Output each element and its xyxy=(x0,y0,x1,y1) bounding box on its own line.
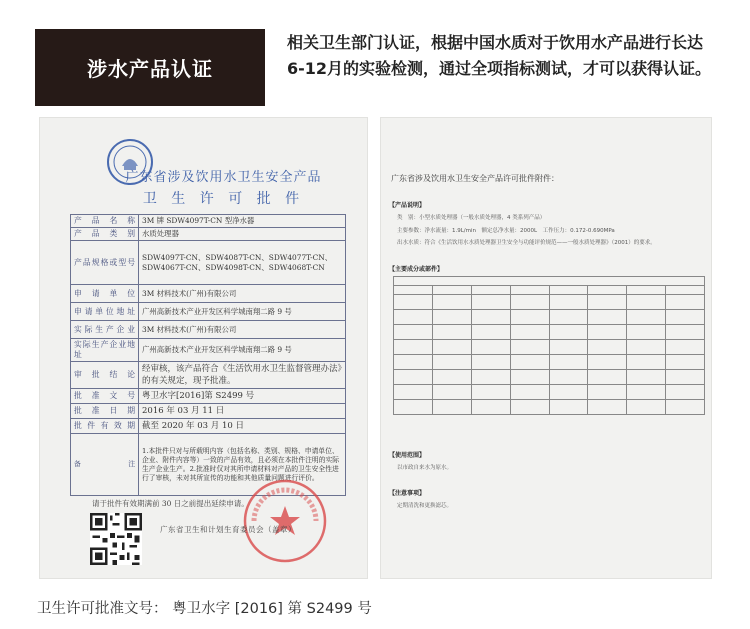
parts-table xyxy=(393,276,705,415)
row-key: 产品名称 xyxy=(71,215,139,228)
params-line: 主要参数：净水流量：1.9L/min 额定总净水量：2000L 工作压力：0.172-0.690MPa xyxy=(397,228,615,234)
certificate-issuer: 广东省卫生和计划生育委员会（盖章） xyxy=(160,525,296,534)
qr-code-icon xyxy=(90,513,142,565)
certificate-title: 广东省涉及饮用水卫生安全产品 xyxy=(125,170,322,185)
row-value: 3M 牌 SDW4097T-CN 型净水器 xyxy=(139,215,346,228)
row-key: 审批结论 xyxy=(71,362,139,389)
attachment-document xyxy=(380,117,712,579)
row-key: 备注 xyxy=(71,434,139,496)
certificate-footer: 请于批件有效期满前 30 日之前提出延续申请。 xyxy=(92,499,249,508)
row-value: SDW4097T-CN、SDW4087T-CN、SDW4077T-CN、SDW4067T-CN、SDW4098T-CN、SDW4068T-CN xyxy=(139,241,346,285)
section-parts: 【主要成分或部件】 xyxy=(389,266,444,273)
row-value: 广州高新技术产业开发区科学城南翔二路 9 号 xyxy=(139,303,346,321)
row-value: 经审核，该产品符合《生活饮用水卫生监督管理办法》的有关规定，现予批准。 xyxy=(139,362,346,389)
section-badge xyxy=(35,29,265,106)
row-value: 水质处理器 xyxy=(139,228,346,241)
row-key: 申请单位地址 xyxy=(71,303,139,321)
section-product: 【产品说明】 xyxy=(389,202,426,209)
row-value: 2016 年 03 月 11 日 xyxy=(139,404,346,419)
approval-number-caption: 卫生许可批准文号： 粤卫水字 [2016] 第 S2499 号 xyxy=(37,601,372,617)
row-key: 批准日期 xyxy=(71,404,139,419)
section-usage: 【使用范围】 xyxy=(389,452,426,459)
section-badge-label: 涉水产品认证 xyxy=(87,57,213,81)
category-line: 类 别：小型水质处理器（一般水质处理器，4 类系列产品） xyxy=(397,215,546,221)
row-key: 批准文号 xyxy=(71,389,139,404)
row-key: 批件有效期 xyxy=(71,419,139,434)
section-description: 相关卫生部门认证，根据中国水质对于饮用水产品进行长达6-12月的实验检测，通过全项指标测试，才可以获得认证。 xyxy=(287,33,712,78)
row-key: 产品类别 xyxy=(71,228,139,241)
row-key: 实际生产企业地址 xyxy=(71,339,139,362)
row-value: 广州高新技术产业开发区科学城南翔二路 9 号 xyxy=(139,339,346,362)
row-key: 申请单位 xyxy=(71,285,139,303)
row-value: 1.本批件只对与所载明内容（包括名称、类别、规格、申请单位、企业、附件内容等）一致的产品有效，且必须在本批件注明的实际生产企业生产。2.批准时仅对其所申请材料对产品的卫生安全性进行了审核，未对其所宣传的功能和其他质量问题进行评价。 xyxy=(139,434,346,496)
certificate-document xyxy=(39,117,368,579)
certificate-subtitle: 卫 生 许 可 批 件 xyxy=(142,191,305,207)
usage-line: 以市政自来水为原水。 xyxy=(397,465,453,471)
row-value: 粤卫水字[2016]第 S2499 号 xyxy=(139,389,346,404)
attachment-title: 广东省涉及饮用水卫生安全产品许可批件附件： xyxy=(391,174,559,183)
row-value: 3M 材料技术(广州)有限公司 xyxy=(139,321,346,339)
standard-line: 出水水质：符合《生活饮用水水质处理器卫生安全与功能评价规范——一般水质处理器》（2001）的要求。 xyxy=(397,240,656,246)
row-value: 3M 材料技术(广州)有限公司 xyxy=(139,285,346,303)
row-value: 截至 2020 年 03 月 10 日 xyxy=(139,419,346,434)
notes-line: 定期清洗和更换滤芯。 xyxy=(397,503,453,509)
certificate-table xyxy=(70,214,346,496)
section-notes: 【注意事项】 xyxy=(389,490,426,497)
row-key: 产品规格或型号 xyxy=(71,241,139,285)
row-key: 实际生产企业 xyxy=(71,321,139,339)
official-seal-icon xyxy=(240,476,330,566)
